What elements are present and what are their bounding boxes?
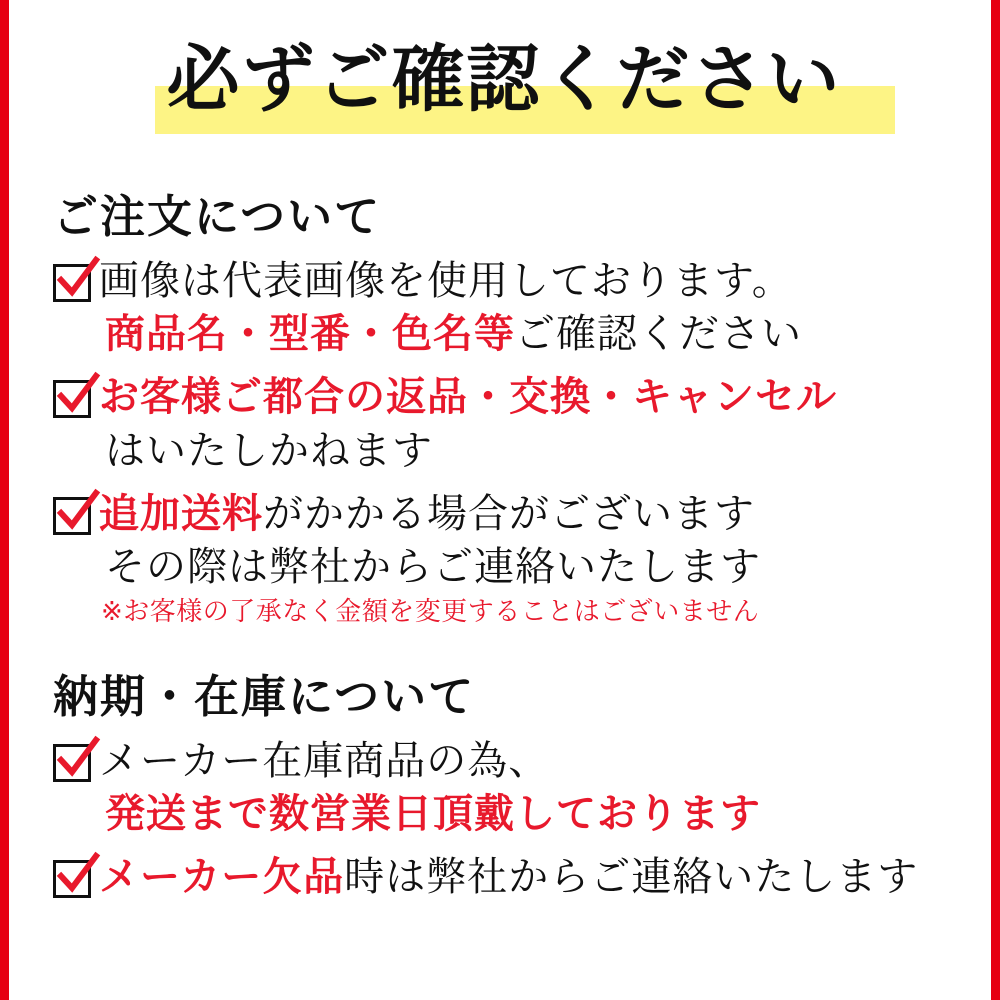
checkbox-checked-icon	[53, 264, 91, 302]
notice-line	[99, 788, 961, 841]
body-text: メーカー在庫商品の為、	[99, 737, 550, 784]
notice-footnote: ※お客様の了承なく金額を変更することはございません	[101, 597, 760, 628]
notice-line	[99, 425, 961, 478]
notice-item	[53, 255, 961, 361]
notice-line	[99, 541, 961, 594]
notice-line	[99, 371, 961, 424]
body-text: 時は弊社からご連絡いたします	[344, 854, 919, 901]
emphasis-text: 発送まで数営業日頂戴しております	[105, 791, 761, 838]
notice-line	[99, 488, 961, 541]
checkbox-checked-icon	[53, 497, 91, 535]
notice-item-text	[99, 371, 961, 477]
notice-content	[9, 0, 991, 1000]
notice-item	[53, 851, 961, 904]
checkbox-checked-icon	[53, 380, 91, 418]
body-text: その際は弊社からご連絡いたします	[105, 543, 761, 590]
checkbox-checked-icon	[53, 860, 91, 898]
emphasis-text: 商品名・型番・色名等	[105, 311, 515, 358]
section-heading: ご注文について	[53, 190, 382, 243]
notice-line	[99, 255, 961, 308]
section-heading: 納期・在庫について	[53, 669, 476, 723]
body-text: がかかる場合がございます	[263, 490, 755, 537]
body-text: はいたしかねます	[105, 427, 433, 474]
emphasis-text: お客様ご都合の返品・交換・キャンセル	[99, 374, 837, 421]
checkbox-checked-icon	[53, 744, 91, 782]
page-title: 必ずご確認ください	[166, 37, 842, 122]
notice-item-text	[99, 488, 961, 630]
emphasis-text: 追加送料	[99, 490, 263, 537]
notice-item-text	[99, 735, 961, 841]
notice-item-text	[99, 255, 961, 361]
body-text: ご確認ください	[515, 311, 802, 358]
notice-item	[53, 735, 961, 841]
body-text: 画像は代表画像を使用しております。	[99, 258, 793, 304]
notice-item	[53, 488, 961, 630]
notice-line	[99, 851, 961, 904]
notice-line	[99, 735, 961, 788]
notice-item	[53, 371, 961, 477]
notice-item-text	[99, 851, 961, 904]
notice-line	[99, 308, 961, 361]
title-block	[47, 34, 961, 154]
sections-container	[47, 180, 961, 904]
emphasis-text: メーカー欠品	[99, 854, 345, 901]
